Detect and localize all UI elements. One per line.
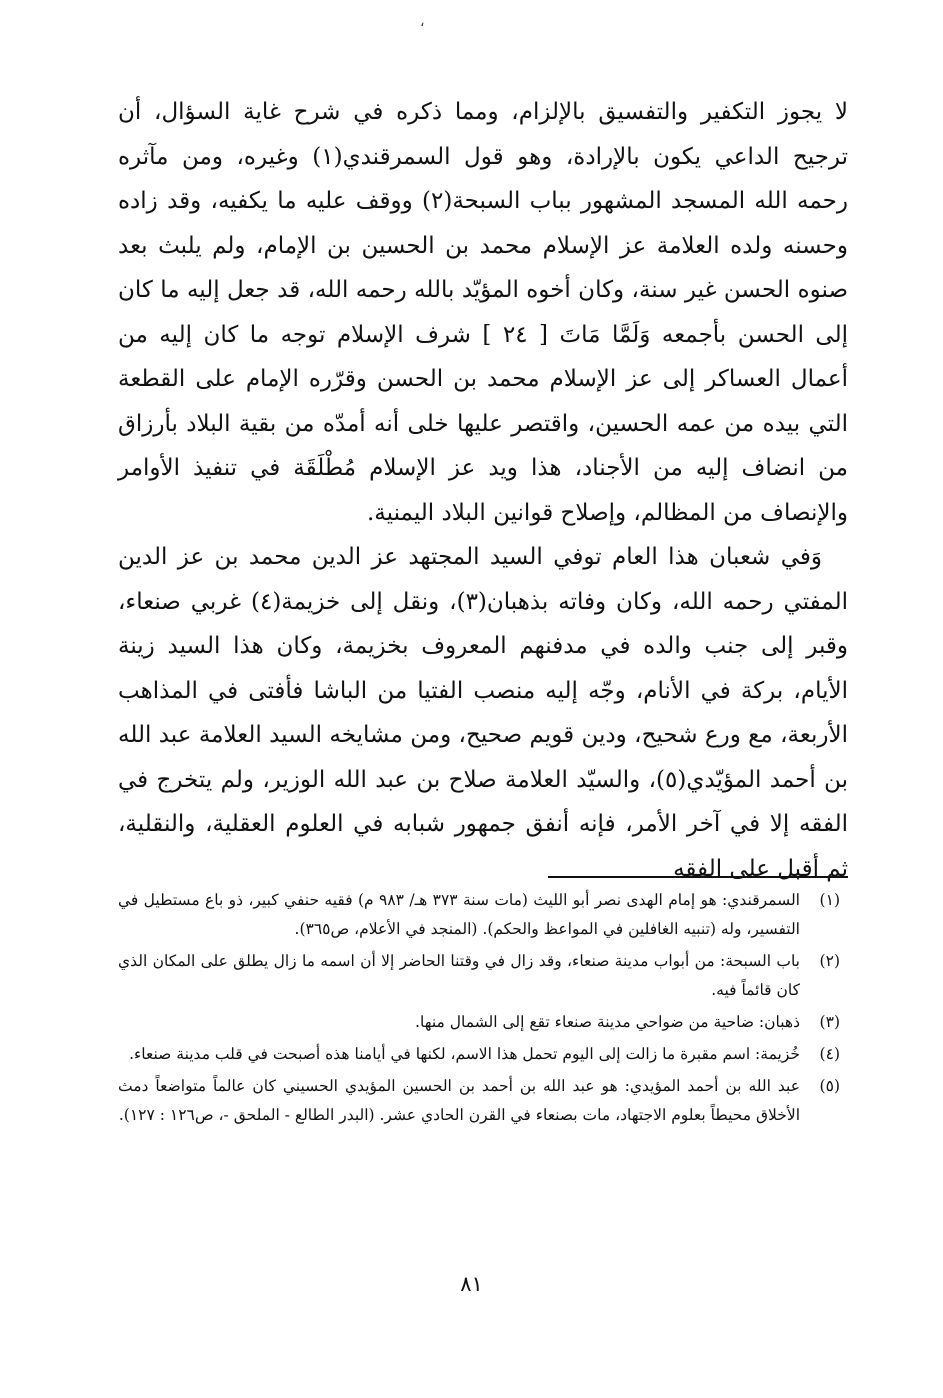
footnote-4 — [118, 1040, 848, 1069]
footnote-text: السمرقندي: هو إمام الهدى نصر أبو الليث (مات سنة ٣٧٣ هـ/ ٩٨٣ م) فقيه حنفي كبير، ذو باع مستطيل في التفسير، وله (تنبيه الغافلين في المواعظ والحكم). (المنجد في الأعلام، ص٣٦٥). — [118, 891, 800, 938]
footnote-number: (٥) — [819, 1077, 840, 1095]
footnote-number: (٢) — [819, 952, 840, 970]
top-mark: ، — [420, 14, 425, 30]
footnote-divider — [548, 876, 848, 878]
footnote-text: ذهبان: ضاحية من ضواحي مدينة صنعاء تقع إلى الشمال منها. — [415, 1013, 800, 1031]
page-number: ٨١ — [460, 1272, 483, 1296]
footnote-number: (١) — [819, 891, 840, 909]
footnote-text: باب السبحة: من أبواب مدينة صنعاء، وقد زال في وقتنا الحاضر إلا أن اسمه ما زال يطلق على المكان الذي كان قائماً فيه. — [118, 952, 800, 999]
main-text — [118, 90, 848, 891]
footnote-number: (٣) — [819, 1013, 840, 1031]
footnote-text: خُزيمة: اسم مقبرة ما زالت إلى اليوم تحمل هذا الاسم، لكنها في أيامنا هذه أصبحت في قلب مدينة صنعاء. — [129, 1045, 800, 1063]
paragraph-1: لا يجوز التكفير والتفسيق بالإلزام، ومما ذكره في شرح غاية السؤال، أن ترجيح الداعي يكون بالإرادة، وهو قول السمرقندي(١) وغيره، ومن مآثره رحمه الله المسجد المشهور بباب السبحة(٢) ووقف عليه ما يكفيه، وقد زاده وحسنه ولده العلامة عز الإسلام محمد بن الحسين بن الإمام، ولم يلبث بعد صنوه الحسن غير سنة، وكان أخوه المؤيّد بالله رحمه الله، قد جعل إليه ما كان إلى الحسن بأجمعه وَلَمَّا مَاتَ [ ٢٤ ] شرف الإسلام توجه ما كان إليه من أعمال العساكر إلى عز الإسلام محمد بن الحسن وقرّره الإمام على القطعة التي بيده من عمه الحسين، واقتصر عليها خلى أنه أمدّه من بقية البلاد بأرزاق من انضاف إليه من الأجناد، هذا ويد عز الإسلام مُطْلَقَة في تنفيذ الأوامر والإنصاف من المظالم، وإصلاح قوانين البلاد اليمنية. — [118, 99, 849, 526]
footnote-text: عبد الله بن أحمد المؤيدي: هو عبد الله بن أحمد بن الحسين المؤيدي الحسيني كان عالماً متواضعاً دمث الأخلاق محيطاً بعلوم الاجتهاد، مات بصنعاء في القرن الحادي عشر. (البدر الطالع - الملحق -، ص١٢٦ : ١٢٧). — [118, 1077, 800, 1124]
paragraph-2: وَفي شعبان هذا العام توفي السيد المجتهد عز الدين محمد بن عز الدين المفتي رحمه الله، وكان وفاته بذهبان(٣)، ونقل إلى خزيمة(٤) غربي صنعاء، وقبر إلى جنب والده في مدفنهم المعروف بخزيمة، وكان هذا السيد زينة الأيام، بركة في الأنام، وجّه إليه منصب الفتيا من الباشا فأفتى في المذاهب الأربعة، مع ورع شحيح، ودين قويم صحيح، ومن مشايخه السيد العلامة عبد الله بن أحمد المؤيّدي(٥)، والسيّد العلامة صلاح بن عبد الله الوزير، ولم يتخرج في الفقه إلا في آخر الأمر، فإنه أنفق جمهور شبابه في العلوم العقلية، والنقلية، ثم أقبل على الفقه — [118, 544, 848, 882]
footnotes — [118, 886, 848, 1133]
footnote-2 — [118, 947, 848, 1005]
footnote-3 — [118, 1008, 848, 1037]
footnote-1 — [118, 886, 848, 944]
footnote-number: (٤) — [819, 1045, 840, 1063]
footnote-5 — [118, 1072, 848, 1130]
